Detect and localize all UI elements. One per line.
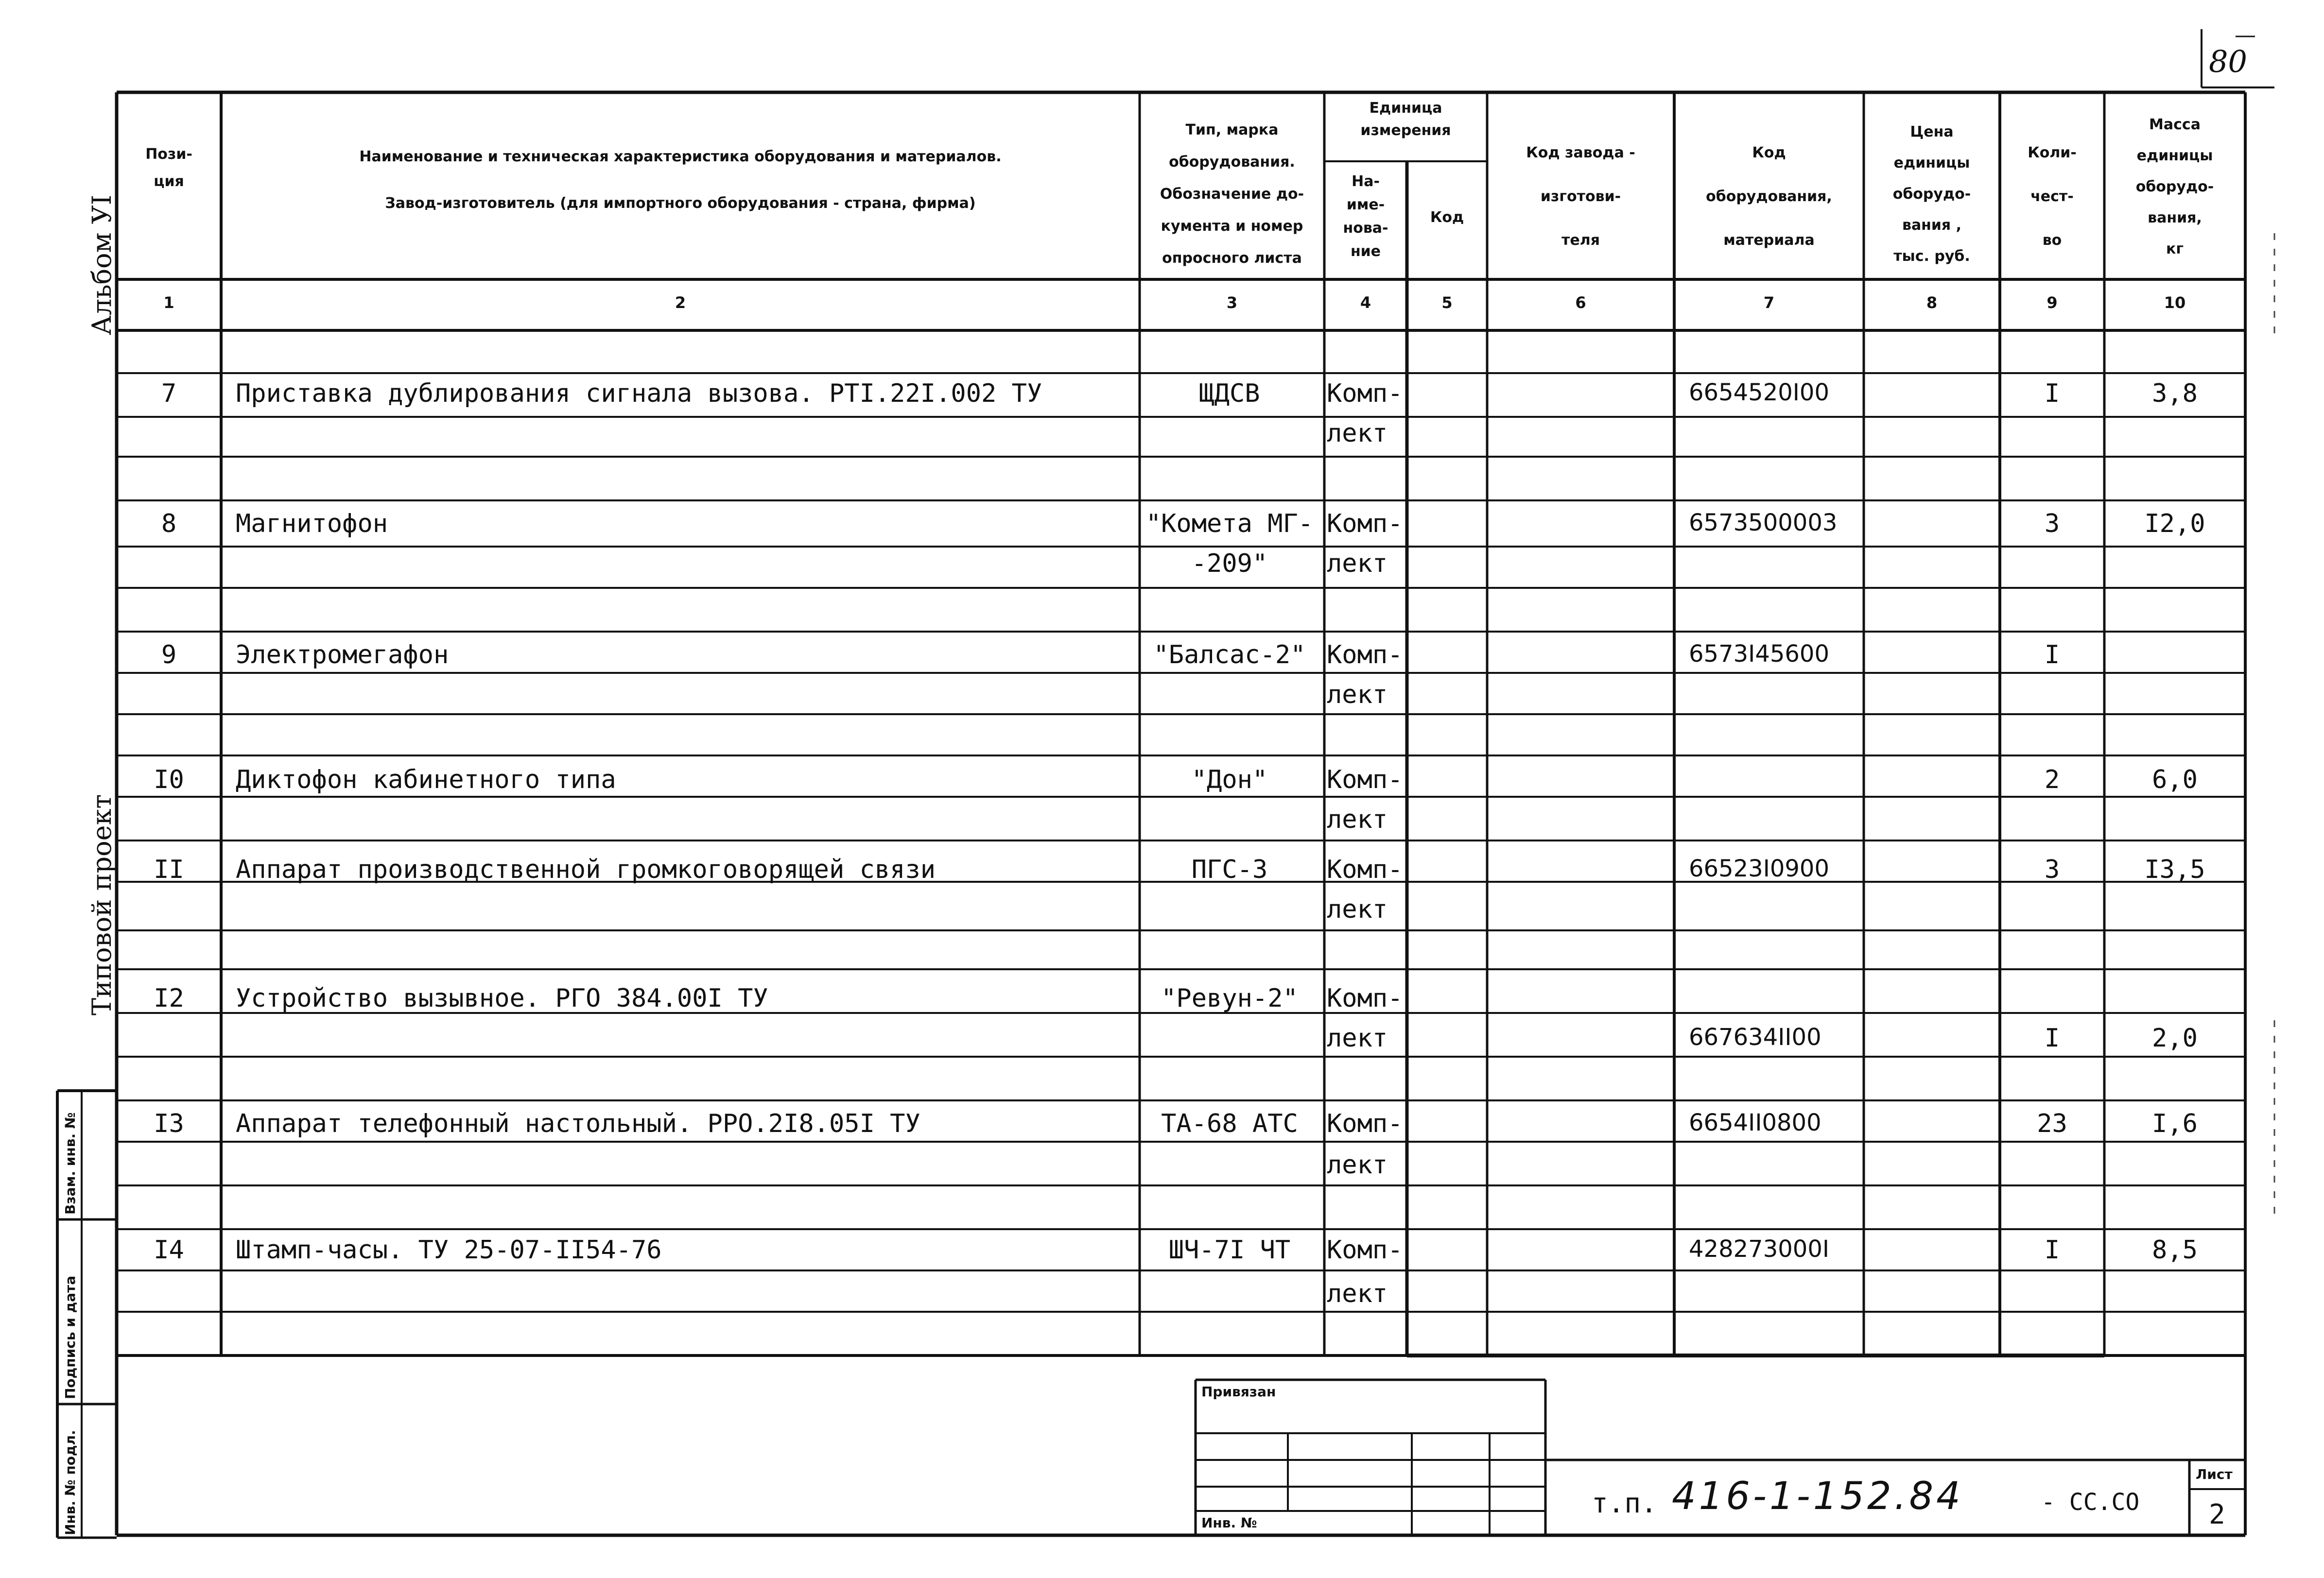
column-number: 3 [1226, 293, 1238, 312]
column-number: 1 [163, 293, 174, 312]
row-unit-cont: лект [1327, 419, 1388, 448]
header-text: изготови- [1540, 188, 1621, 205]
header-text: оборудо- [2135, 178, 2214, 195]
row-mass: I3,5 [2144, 855, 2205, 884]
row-quantity: I [2044, 1024, 2060, 1053]
header-text: Наименование и техническая характеристика оборудования и материалов. [359, 148, 1002, 165]
left-stamp-signature-date: Подпись и дата [62, 1275, 78, 1399]
header-text: во [2042, 232, 2062, 249]
page-number: 80 [2209, 44, 2247, 79]
row-quantity: I [2044, 379, 2060, 408]
row-name: Магнитофон [236, 509, 388, 538]
row-mass: 8,5 [2152, 1235, 2198, 1265]
left-stamp-inv-replace: Взам. инв. № [62, 1112, 78, 1215]
column-number: 10 [2164, 293, 2186, 312]
header-text: опросного листа [1162, 250, 1302, 267]
row-unit: Комп- [1327, 1235, 1403, 1265]
row-unit-cont: лект [1327, 895, 1388, 924]
header-text: оборудования. [1169, 154, 1295, 171]
row-equipment-code: 6654II0800 [1689, 1109, 1821, 1136]
header-text: Пози- [145, 146, 192, 163]
row-equipment-code: 667634II00 [1689, 1024, 1821, 1051]
row-type: "Балсас-2" [1153, 640, 1306, 669]
column-number: 7 [1763, 293, 1775, 312]
row-type: ТА-68 АТС [1161, 1109, 1298, 1138]
header-text: ция [154, 173, 184, 190]
header-text: оборудования, [1706, 188, 1832, 205]
header-text: вания, [2148, 209, 2202, 226]
column-number: 6 [1575, 293, 1586, 312]
row-mass: I,6 [2152, 1109, 2198, 1138]
header-text: Единица [1369, 100, 1442, 117]
row-position: I4 [154, 1235, 184, 1265]
row-equipment-code: 6654520I00 [1689, 379, 1830, 406]
row-type: ЩДСВ [1199, 379, 1260, 408]
stamp-bound-label: Привязан [1201, 1384, 1276, 1400]
header-text: тыс. руб. [1893, 248, 1970, 265]
row-quantity: 23 [2037, 1109, 2067, 1138]
header-text: вания , [1902, 217, 1962, 234]
column-number: 5 [1441, 293, 1453, 312]
column-number: 4 [1360, 293, 1371, 312]
header-text: нова- [1343, 220, 1388, 237]
header-text: Завод-изготовитель (для импортного оборудования - страна, фирма) [385, 195, 976, 212]
header-text: материала [1723, 232, 1815, 249]
header-text: теля [1561, 232, 1600, 249]
header-mass [2104, 109, 2245, 265]
row-name: Аппарат производственной громкоговорящей связи [236, 855, 936, 884]
header-text: Тип, марка [1185, 121, 1279, 138]
row-unit-cont: лект [1327, 1279, 1388, 1308]
sheet-number: 2 [2209, 1499, 2225, 1530]
row-position: 8 [161, 509, 177, 538]
sheet-label: Лист [2196, 1466, 2233, 1482]
row-unit: Комп- [1327, 765, 1403, 794]
row-mass: 6,0 [2152, 765, 2198, 794]
row-quantity: 3 [2044, 855, 2060, 884]
row-type: ШЧ-7I ЧТ [1168, 1235, 1291, 1265]
row-mass: I2,0 [2144, 509, 2205, 538]
doc-number: 416-1-152.84 [1672, 1475, 1963, 1518]
row-unit-cont: лект [1327, 549, 1388, 578]
row-type: "Ревун-2" [1161, 984, 1298, 1013]
row-unit: Комп- [1327, 640, 1403, 669]
row-quantity: 3 [2044, 509, 2060, 538]
row-type-cont: -209" [1191, 549, 1268, 578]
row-unit-cont: лект [1327, 1024, 1388, 1053]
header-text: чест- [2030, 188, 2074, 205]
header-manufacturer-code [1487, 131, 1674, 262]
header-text: Код завода - [1526, 144, 1635, 161]
row-position: 7 [161, 379, 177, 408]
column-number: 8 [1926, 293, 1938, 312]
left-stamp-inv-original: Инв. № подл. [62, 1430, 78, 1535]
row-equipment-code: 66523I0900 [1689, 855, 1830, 882]
header-text: Масса [2149, 116, 2201, 133]
row-quantity: I [2044, 640, 2060, 669]
row-equipment-code: 6573500003 [1689, 509, 1838, 536]
header-text: измерения [1360, 122, 1451, 139]
row-unit: Комп- [1327, 509, 1403, 538]
row-quantity: 2 [2044, 765, 2060, 794]
row-name: Электромегафон [236, 640, 449, 669]
header-unit-code: Код [1430, 209, 1464, 226]
header-price [1864, 117, 2000, 272]
row-unit: Комп- [1327, 984, 1403, 1013]
header-name [221, 134, 1140, 227]
header-unit-name [1324, 170, 1407, 263]
header-text: единицы [1893, 154, 1970, 172]
row-unit-cont: лект [1327, 680, 1388, 709]
header-text: Цена [1910, 123, 1954, 140]
row-name: Приставка дублирования сигнала вызова. РТI.22I.002 ТУ [236, 379, 1042, 408]
row-name: Устройство вызывное. РГО 384.00I ТУ [236, 984, 768, 1013]
doc-suffix: - СС.СО [2041, 1489, 2140, 1516]
header-text: ние [1350, 243, 1381, 260]
row-mass: 2,0 [2152, 1024, 2198, 1053]
header-unit [1324, 97, 1487, 142]
column-number: 9 [2047, 293, 2058, 312]
row-mass: 3,8 [2152, 379, 2198, 408]
row-name: Штамп-часы. ТУ 25-07-II54-76 [236, 1235, 662, 1265]
header-text: Коли- [2028, 144, 2077, 161]
header-text: Код [1752, 144, 1786, 161]
row-unit: Комп- [1327, 855, 1403, 884]
project-label: Типовой проект [87, 794, 117, 1015]
row-type: "Комета МГ- [1145, 509, 1314, 538]
header-position [117, 141, 221, 195]
row-unit: Комп- [1327, 1109, 1403, 1138]
row-position: I3 [154, 1109, 184, 1138]
header-equipment-code [1674, 131, 1864, 262]
column-number: 2 [675, 293, 686, 312]
row-type: "Дон" [1191, 765, 1268, 794]
header-text: оборудо- [1892, 186, 1971, 203]
row-position: 9 [161, 640, 177, 669]
header-text: На- [1352, 173, 1380, 190]
header-text: кг [2166, 240, 2184, 257]
row-equipment-code: 6573I45600 [1689, 640, 1830, 668]
row-quantity: I [2044, 1235, 2060, 1265]
header-text: кумента и номер [1161, 218, 1303, 235]
row-unit-cont: лект [1327, 1150, 1388, 1180]
row-name: Диктофон кабинетного типа [236, 765, 616, 794]
row-position: I2 [154, 984, 184, 1013]
row-position: II [154, 855, 184, 884]
row-name: Аппарат телефонный настольный. РРО.2I8.05I ТУ [236, 1109, 920, 1138]
header-text: име- [1346, 196, 1385, 213]
row-type: ПГС-3 [1191, 855, 1268, 884]
album-label: Альбом УI [87, 194, 117, 335]
row-unit: Комп- [1327, 379, 1403, 408]
header-type [1140, 114, 1324, 274]
row-unit-cont: лект [1327, 805, 1388, 834]
header-quantity [2000, 131, 2104, 262]
stamp-inv-label: Инв. № [1201, 1515, 1257, 1531]
header-text: Обозначение до- [1160, 186, 1304, 203]
header-text: единицы [2136, 147, 2213, 164]
doc-prefix: т.п. [1592, 1488, 1657, 1519]
row-equipment-code: 428273000I [1689, 1235, 1830, 1263]
row-position: I0 [154, 765, 184, 794]
